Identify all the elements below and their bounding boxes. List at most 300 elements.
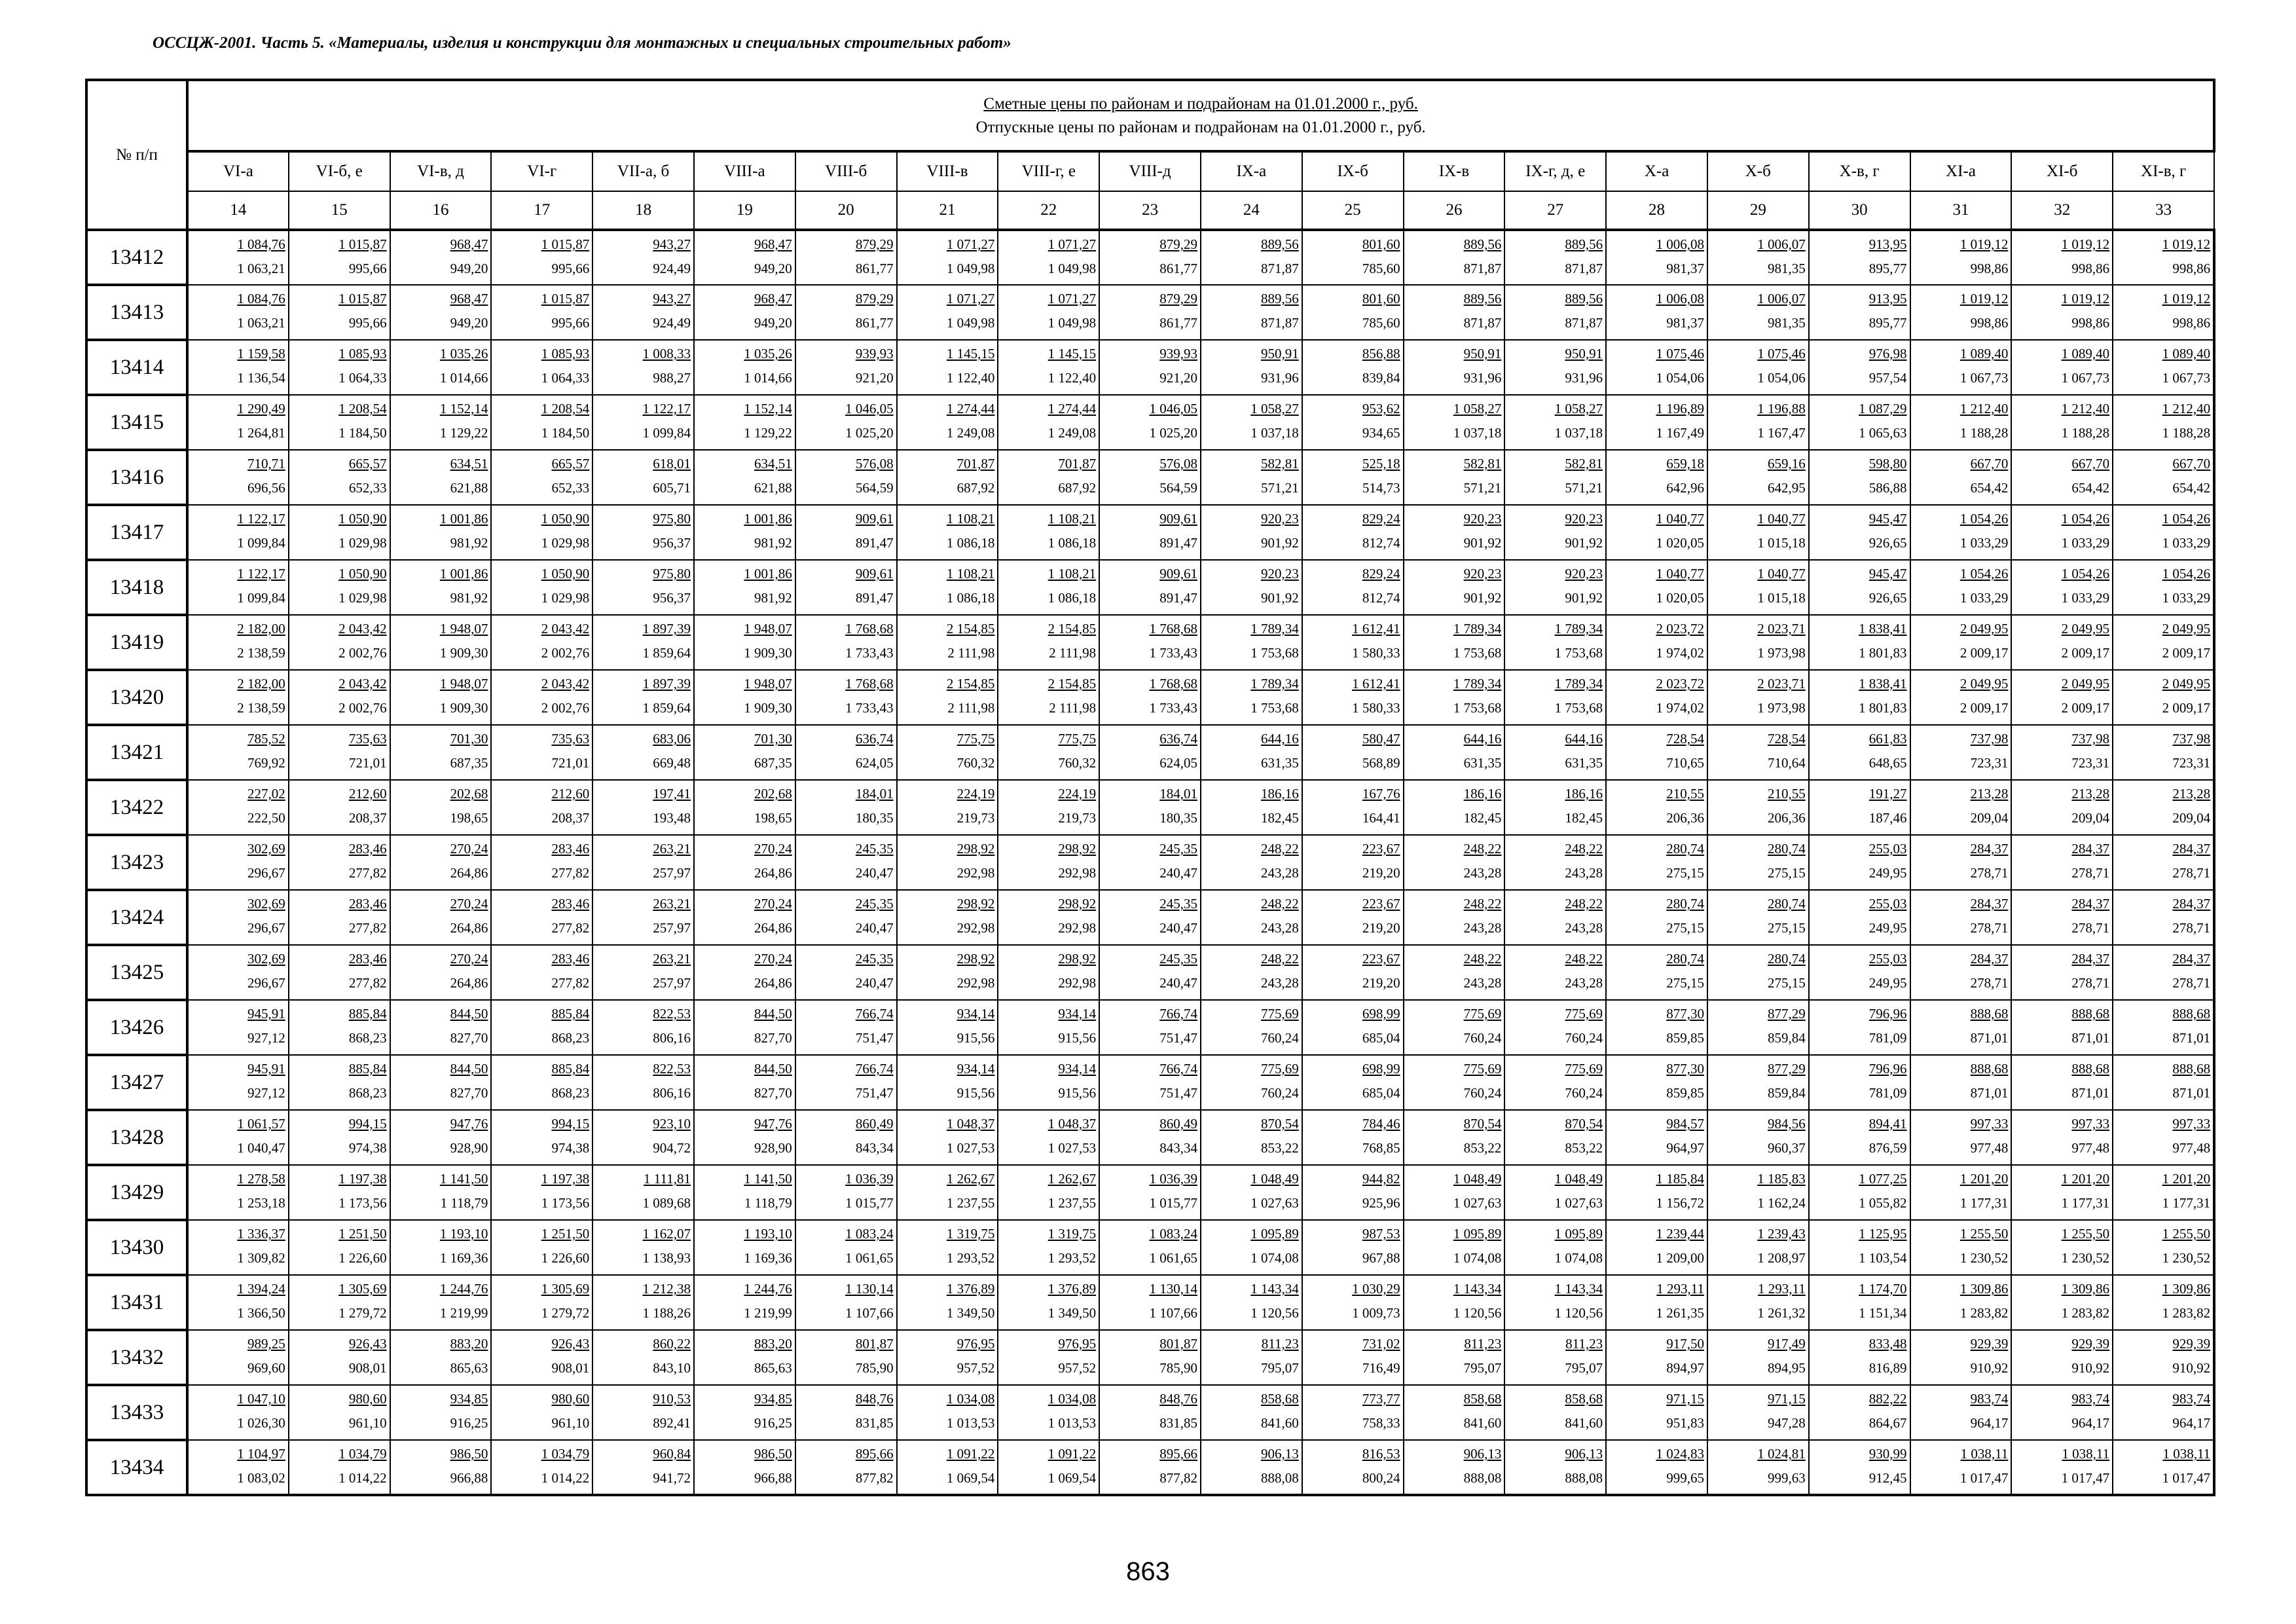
wholesale-price: 1 237,55 <box>1048 1195 1097 1211</box>
price-cell <box>1302 1055 1404 1110</box>
wholesale-price: 1 184,50 <box>541 425 590 441</box>
wholesale-price: 1 015,77 <box>1149 1195 1197 1211</box>
wholesale-price: 843,34 <box>1159 1140 1197 1156</box>
estimated-price: 248,22 <box>1261 896 1299 912</box>
price-cell <box>592 725 694 780</box>
wholesale-price: 853,22 <box>1261 1140 1299 1156</box>
price-cell <box>694 1330 795 1385</box>
wholesale-price: 916,25 <box>754 1415 792 1431</box>
price-cell <box>1606 340 1707 395</box>
price-cell <box>897 285 998 340</box>
estimated-price: 2 043,42 <box>541 676 590 692</box>
wholesale-price: 871,01 <box>1970 1085 2009 1101</box>
estimated-price: 943,27 <box>653 291 691 306</box>
wholesale-price: 1 099,84 <box>237 535 285 551</box>
wholesale-price: 2 111,98 <box>947 700 995 716</box>
wholesale-price: 895,77 <box>1868 315 1907 331</box>
price-cell <box>897 395 998 450</box>
price-cell <box>2011 835 2113 890</box>
wholesale-price: 1 099,84 <box>237 590 285 606</box>
wholesale-price: 669,48 <box>653 755 691 771</box>
estimated-price: 934,14 <box>957 1061 995 1077</box>
estimated-price: 1 054,26 <box>2061 566 2110 581</box>
price-cell <box>1809 505 1910 560</box>
wholesale-price: 257,97 <box>653 920 691 936</box>
wholesale-price: 1 029,98 <box>338 590 387 606</box>
estimated-price: 202,68 <box>754 786 792 802</box>
wholesale-price: 1 909,30 <box>439 700 488 716</box>
estimated-price: 737,98 <box>1970 731 2009 747</box>
wholesale-price: 974,38 <box>348 1140 387 1156</box>
price-cell <box>1606 1055 1707 1110</box>
estimated-price: 923,10 <box>653 1116 691 1132</box>
wholesale-price: 1 283,82 <box>1959 1305 2009 1321</box>
price-cell <box>1809 835 1910 890</box>
estimated-price: 1 612,41 <box>1352 621 1400 637</box>
price-cell <box>1910 450 2012 505</box>
price-cell <box>1809 1165 1910 1220</box>
estimated-price: 1 948,07 <box>439 621 488 637</box>
wholesale-price: 925,96 <box>1362 1195 1400 1211</box>
estimated-price: 822,53 <box>653 1061 691 1077</box>
column-number: 26 <box>1404 191 1505 230</box>
estimated-price: 1 145,15 <box>1048 346 1097 361</box>
wholesale-price: 1 033,29 <box>2061 535 2110 551</box>
wholesale-price: 1 293,52 <box>946 1250 995 1266</box>
row-number: 13421 <box>86 725 187 780</box>
estimated-price: 223,67 <box>1362 896 1400 912</box>
price-cell <box>1099 1220 1201 1275</box>
price-cell <box>795 1385 897 1440</box>
price-cell <box>592 780 694 835</box>
price-cell <box>795 1055 897 1110</box>
price-cell <box>1404 890 1505 945</box>
wholesale-price: 1 177,31 <box>2162 1195 2211 1211</box>
wholesale-price: 1 129,22 <box>439 425 488 441</box>
estimated-price: 1 034,79 <box>541 1446 590 1462</box>
wholesale-price: 1 061,65 <box>1149 1250 1197 1266</box>
table-row <box>86 340 2214 395</box>
price-cell <box>1606 1275 1707 1330</box>
wholesale-price: 1 208,97 <box>1757 1250 1806 1266</box>
estimated-price: 210,55 <box>1768 786 1806 802</box>
estimated-price: 888,68 <box>2071 1006 2110 1022</box>
price-cell <box>1707 780 1809 835</box>
price-cell <box>897 1275 998 1330</box>
price-cell <box>1302 945 1404 1000</box>
estimated-price: 811,23 <box>1261 1336 1299 1352</box>
price-cell <box>1910 1055 2012 1110</box>
wholesale-price: 877,82 <box>855 1470 894 1486</box>
wholesale-price: 243,28 <box>1463 975 1502 991</box>
wholesale-price: 2 002,76 <box>541 645 590 661</box>
region-header-row <box>86 151 2214 191</box>
price-cell <box>187 890 289 945</box>
price-cell <box>1910 725 2012 780</box>
price-cell <box>187 615 289 670</box>
estimated-price: 1 897,39 <box>642 676 691 692</box>
price-cell <box>592 1275 694 1330</box>
price-cell <box>289 1055 390 1110</box>
estimated-price: 1 071,27 <box>1048 291 1097 306</box>
wholesale-price: 586,88 <box>1868 480 1907 496</box>
wholesale-price: 1 054,06 <box>1757 370 1806 386</box>
price-cell <box>1099 1385 1201 1440</box>
wholesale-price: 278,71 <box>2071 975 2110 991</box>
estimated-price: 1 309,86 <box>2162 1281 2211 1297</box>
estimated-price: 929,39 <box>2071 1336 2110 1352</box>
estimated-price: 245,35 <box>1159 896 1197 912</box>
wholesale-price: 957,54 <box>1868 370 1907 386</box>
estimated-price: 1 108,21 <box>946 511 995 526</box>
price-cell <box>1504 1220 1606 1275</box>
price-cell <box>2113 560 2214 615</box>
estimated-price: 971,15 <box>1666 1391 1704 1407</box>
wholesale-price: 605,71 <box>653 480 691 496</box>
wholesale-price: 243,28 <box>1565 975 1603 991</box>
estimated-price: 889,56 <box>1261 236 1299 252</box>
estimated-price: 844,50 <box>450 1061 488 1077</box>
wholesale-price: 861,77 <box>855 261 894 276</box>
wholesale-price: 915,56 <box>1058 1085 1097 1101</box>
estimated-price: 1 208,54 <box>541 401 590 416</box>
row-number: 13422 <box>86 780 187 835</box>
price-cell <box>2011 945 2113 1000</box>
price-cell <box>1504 340 1606 395</box>
price-cell <box>897 1330 998 1385</box>
wholesale-price: 571,21 <box>1261 480 1299 496</box>
price-cell <box>1201 615 1302 670</box>
estimated-price: 245,35 <box>1159 841 1197 857</box>
estimated-price: 1 085,93 <box>338 346 387 361</box>
estimated-price: 2 049,95 <box>2061 621 2110 637</box>
estimated-price: 1 143,34 <box>1250 1281 1299 1297</box>
estimated-price: 1 130,14 <box>1149 1281 1197 1297</box>
price-cell <box>1707 1330 1809 1385</box>
wholesale-price: 785,60 <box>1362 261 1400 276</box>
wholesale-price: 904,72 <box>653 1140 691 1156</box>
estimated-price: 1 035,26 <box>744 346 792 361</box>
estimated-price: 1 143,34 <box>1554 1281 1603 1297</box>
price-cell <box>1809 1220 1910 1275</box>
wholesale-price: 1 027,63 <box>1453 1195 1502 1211</box>
estimated-price: 2 023,72 <box>1656 621 1704 637</box>
estimated-price: 2 023,72 <box>1656 676 1704 692</box>
price-cell <box>491 395 592 450</box>
column-number: 25 <box>1302 191 1404 230</box>
price-cell <box>897 505 998 560</box>
price-cell <box>390 1220 492 1275</box>
estimated-price: 934,14 <box>957 1006 995 1022</box>
estimated-price: 986,50 <box>754 1446 792 1462</box>
estimated-price: 667,70 <box>2071 456 2110 471</box>
wholesale-price: 1 366,50 <box>237 1305 285 1321</box>
price-cell <box>1910 1385 2012 1440</box>
wholesale-price: 1 120,56 <box>1554 1305 1603 1321</box>
table-row <box>86 505 2214 560</box>
estimated-price: 212,60 <box>348 786 387 802</box>
price-cell <box>1404 1440 1505 1495</box>
wholesale-price: 278,71 <box>1970 975 2009 991</box>
price-cell <box>2011 340 2113 395</box>
price-cell <box>592 1000 694 1055</box>
estimated-price: 889,56 <box>1463 236 1502 252</box>
price-cell <box>390 505 492 560</box>
estimated-price: 1 789,34 <box>1554 676 1603 692</box>
price-cell <box>1504 1165 1606 1220</box>
wholesale-price: 1 230,52 <box>2162 1250 2211 1266</box>
price-cell <box>1099 780 1201 835</box>
estimated-price: 877,30 <box>1666 1006 1704 1022</box>
wholesale-price: 891,47 <box>855 590 894 606</box>
price-cell <box>187 1220 289 1275</box>
wholesale-price: 275,15 <box>1666 865 1704 881</box>
estimated-price: 766,74 <box>1159 1061 1197 1077</box>
price-cell <box>1201 780 1302 835</box>
estimated-price: 1 111,81 <box>644 1171 691 1187</box>
estimated-price: 1 083,24 <box>1149 1226 1197 1242</box>
price-cell <box>2113 285 2214 340</box>
estimated-price: 1 319,75 <box>1048 1226 1097 1242</box>
price-cell <box>187 450 289 505</box>
wholesale-price: 827,70 <box>754 1030 792 1046</box>
estimated-price: 879,29 <box>1159 291 1197 306</box>
wholesale-price: 853,22 <box>1565 1140 1603 1156</box>
estimated-price: 1 305,69 <box>541 1281 590 1297</box>
price-cell <box>2011 395 2113 450</box>
wholesale-price: 888,08 <box>1261 1470 1299 1486</box>
price-cell <box>694 725 795 780</box>
wholesale-price: 209,04 <box>1970 810 2009 826</box>
price-cell <box>1606 835 1707 890</box>
price-cell <box>289 1220 390 1275</box>
price-cell <box>2113 1220 2214 1275</box>
price-cell <box>1504 505 1606 560</box>
wholesale-price: 760,24 <box>1261 1085 1299 1101</box>
wholesale-price: 2 002,76 <box>338 700 387 716</box>
estimated-price: 950,91 <box>1565 346 1603 361</box>
wholesale-price: 853,22 <box>1463 1140 1502 1156</box>
wholesale-price: 760,24 <box>1565 1030 1603 1046</box>
wholesale-price: 901,92 <box>1463 590 1502 606</box>
wholesale-price: 292,98 <box>1058 975 1097 991</box>
price-cell <box>1606 780 1707 835</box>
price-cell <box>491 505 592 560</box>
price-cell <box>2011 285 2113 340</box>
wholesale-price: 1 033,29 <box>2061 590 2110 606</box>
wholesale-price: 894,97 <box>1666 1360 1704 1376</box>
wholesale-price: 871,87 <box>1261 261 1299 276</box>
estimated-price: 212,60 <box>551 786 590 802</box>
region-header: VIII-г, е <box>998 151 1099 191</box>
price-cell <box>1809 1440 1910 1495</box>
price-cell <box>491 890 592 945</box>
price-cell <box>1809 1110 1910 1165</box>
region-header: X-б <box>1707 151 1809 191</box>
estimated-price: 298,92 <box>957 951 995 967</box>
price-cell <box>694 1055 795 1110</box>
estimated-price: 1 152,14 <box>439 401 488 416</box>
price-cell <box>592 560 694 615</box>
price-cell <box>1201 1055 1302 1110</box>
wholesale-price: 180,35 <box>855 810 894 826</box>
price-cell <box>795 780 897 835</box>
wholesale-price: 928,90 <box>754 1140 792 1156</box>
wholesale-price: 1 801,83 <box>1859 645 1907 661</box>
price-cell <box>1910 615 2012 670</box>
wholesale-price: 624,05 <box>1159 755 1197 771</box>
price-cell <box>187 1110 289 1165</box>
wholesale-price: 949,20 <box>450 261 488 276</box>
wholesale-price: 1 017,47 <box>2061 1470 2110 1486</box>
price-cell <box>592 1220 694 1275</box>
price-cell <box>694 780 795 835</box>
estimated-price: 213,28 <box>2172 786 2211 802</box>
price-cell <box>1201 1440 1302 1495</box>
price-cell <box>1707 945 1809 1000</box>
estimated-price: 844,50 <box>450 1006 488 1022</box>
wholesale-price: 642,96 <box>1666 480 1704 496</box>
estimated-price: 263,21 <box>653 951 691 967</box>
wholesale-price: 895,77 <box>1868 261 1907 276</box>
wholesale-price: 1 014,66 <box>439 370 488 386</box>
wholesale-price: 1 279,72 <box>541 1305 590 1321</box>
price-cell <box>1302 1220 1404 1275</box>
price-cell <box>897 1055 998 1110</box>
estimated-price: 1 244,76 <box>744 1281 792 1297</box>
estimated-price: 213,28 <box>2071 786 2110 802</box>
wholesale-price: 1 027,63 <box>1250 1195 1299 1211</box>
estimated-price: 926,43 <box>551 1336 590 1352</box>
price-cell <box>1201 1220 1302 1275</box>
price-cell <box>289 230 390 285</box>
estimated-price: 298,92 <box>957 896 995 912</box>
estimated-price: 885,84 <box>551 1006 590 1022</box>
estimated-price: 877,30 <box>1666 1061 1704 1077</box>
wholesale-price: 652,33 <box>348 480 387 496</box>
wholesale-price: 957,52 <box>957 1360 995 1376</box>
wholesale-price: 1 037,18 <box>1453 425 1502 441</box>
price-cell <box>491 340 592 395</box>
estimated-price: 1 612,41 <box>1352 676 1400 692</box>
price-cell <box>187 945 289 1000</box>
wholesale-price: 888,08 <box>1463 1470 1502 1486</box>
price-cell <box>1809 285 1910 340</box>
wholesale-price: 760,24 <box>1463 1085 1502 1101</box>
estimated-price: 283,46 <box>348 841 387 857</box>
wholesale-price: 2 002,76 <box>541 700 590 716</box>
estimated-price: 1 050,90 <box>541 566 590 581</box>
wholesale-price: 861,77 <box>1159 261 1197 276</box>
column-number: 21 <box>897 191 998 230</box>
price-cell <box>897 1440 998 1495</box>
wholesale-price: 275,15 <box>1666 920 1704 936</box>
estimated-price: 1 015,87 <box>541 236 590 252</box>
estimated-price: 1 108,21 <box>1048 566 1097 581</box>
wholesale-price: 1 120,56 <box>1453 1305 1502 1321</box>
price-cell <box>390 340 492 395</box>
estimated-price: 950,91 <box>1261 346 1299 361</box>
wholesale-price: 760,32 <box>957 755 995 771</box>
region-header: VIII-а <box>694 151 795 191</box>
table-row <box>86 1330 2214 1385</box>
price-cell <box>491 670 592 725</box>
estimated-price: 1 897,39 <box>642 621 691 637</box>
estimated-price: 284,37 <box>2172 896 2211 912</box>
estimated-price: 987,53 <box>1362 1226 1400 1242</box>
estimated-price: 906,13 <box>1261 1446 1299 1462</box>
estimated-price: 167,76 <box>1362 786 1400 802</box>
price-cell <box>1099 1440 1201 1495</box>
wholesale-price: 915,56 <box>957 1030 995 1046</box>
estimated-price: 576,08 <box>1159 456 1197 471</box>
price-cell <box>998 285 1099 340</box>
table-row <box>86 1385 2214 1440</box>
estimated-price: 735,63 <box>551 731 590 747</box>
estimated-price: 920,23 <box>1261 566 1299 581</box>
estimated-price: 1 789,34 <box>1250 676 1299 692</box>
wholesale-price: 924,49 <box>653 261 691 276</box>
estimated-price: 255,03 <box>1868 951 1907 967</box>
wholesale-price: 642,95 <box>1768 480 1806 496</box>
wholesale-price: 969,60 <box>247 1360 285 1376</box>
price-cell <box>2113 1000 2214 1055</box>
column-number: 22 <box>998 191 1099 230</box>
wholesale-price: 1 249,08 <box>946 425 995 441</box>
price-cell <box>2113 505 2214 560</box>
price-cell <box>592 505 694 560</box>
price-cell <box>1404 615 1505 670</box>
price-cell <box>1606 1385 1707 1440</box>
price-cell <box>1707 230 1809 285</box>
price-cell <box>998 1110 1099 1165</box>
wholesale-price: 275,15 <box>1768 920 1806 936</box>
estimated-price: 858,68 <box>1565 1391 1603 1407</box>
price-cell <box>1302 1000 1404 1055</box>
wholesale-price: 1 974,02 <box>1656 645 1704 661</box>
price-cell <box>2011 1385 2113 1440</box>
estimated-price: 1 838,41 <box>1859 621 1907 637</box>
price-cell <box>694 1385 795 1440</box>
wholesale-price: 1 151,34 <box>1859 1305 1907 1321</box>
price-cell <box>1201 1330 1302 1385</box>
price-cell <box>390 1385 492 1440</box>
wholesale-price: 841,60 <box>1261 1415 1299 1431</box>
wholesale-price: 800,24 <box>1362 1470 1400 1486</box>
column-number: 30 <box>1809 191 1910 230</box>
estimated-price: 913,95 <box>1868 236 1907 252</box>
wholesale-price: 278,71 <box>2071 920 2110 936</box>
price-cell <box>187 1385 289 1440</box>
estimated-price: 1 024,83 <box>1656 1446 1704 1462</box>
price-cell <box>1302 1330 1404 1385</box>
estimated-price: 701,87 <box>957 456 995 471</box>
estimated-price: 644,16 <box>1565 731 1603 747</box>
price-cell <box>592 1385 694 1440</box>
estimated-price: 1 048,49 <box>1554 1171 1603 1187</box>
estimated-price: 1 185,84 <box>1656 1171 1704 1187</box>
price-cell <box>897 450 998 505</box>
wholesale-price: 1 801,83 <box>1859 700 1907 716</box>
wholesale-price: 1 188,28 <box>1959 425 2009 441</box>
price-cell <box>1707 505 1809 560</box>
wholesale-price: 648,65 <box>1868 755 1907 771</box>
wholesale-price: 278,71 <box>2172 975 2211 991</box>
region-header: VI-в, д <box>390 151 492 191</box>
wholesale-price: 2 009,17 <box>1959 645 2009 661</box>
price-cell <box>1099 835 1201 890</box>
price-cell <box>795 615 897 670</box>
